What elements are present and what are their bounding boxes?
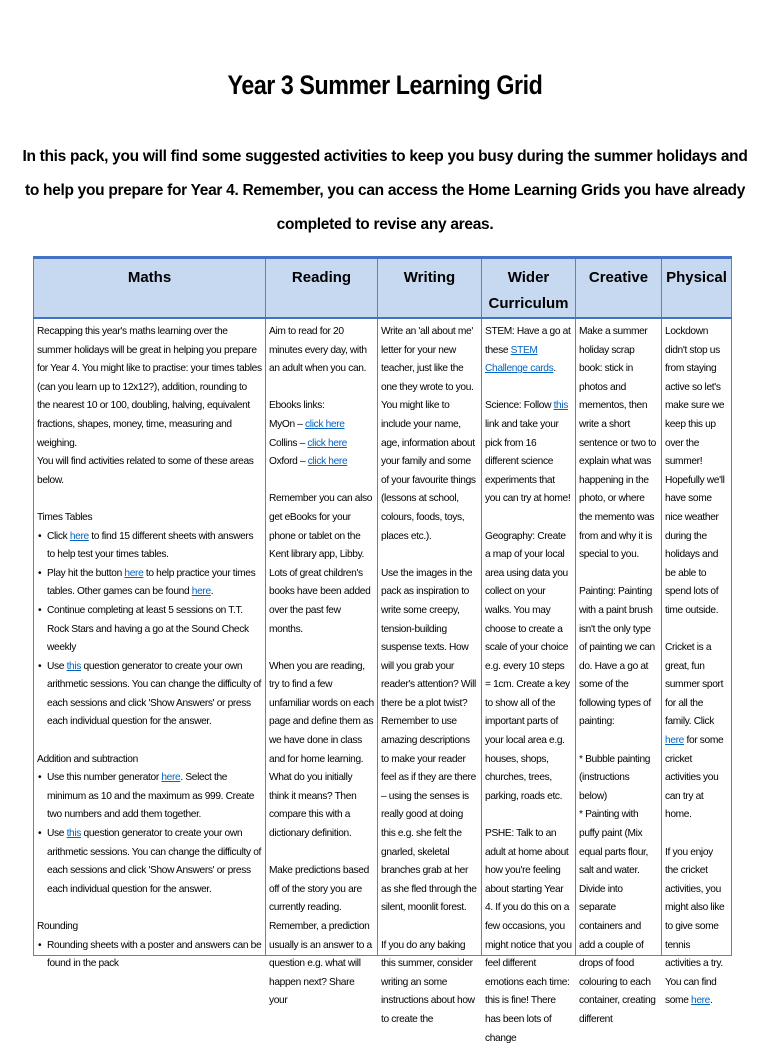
list-item: • Use this question generator to create your own arithmetic sessions. You can change the difficulty of each sessions and click 'Show Answers' or press each individual question for the answer. (37, 825, 262, 899)
list-item: • Play hit the button here to help practice your times tables. Other games can be found here. (37, 565, 262, 602)
list-item: • Click here to find 15 different sheets with answers to help test your times tables. (37, 528, 262, 565)
times-tables-sheets-link[interactable]: here (69, 530, 89, 542)
tennis-activities-link[interactable]: here (691, 995, 710, 1007)
header-reading: Reading (266, 258, 378, 319)
writing-para-3: If you do any baking this summer, consider writing an some instructions about how to create the (381, 939, 475, 1025)
physical-para-1: Lockdown didn't stop us from staying active so let's make sure we keep this up over the summer! Hopefully we'll have some nice weather during the holidays and be able to spend lots of time outside. (665, 326, 725, 616)
ebooks-heading: Ebooks links: (269, 400, 325, 412)
reading-cell (266, 318, 378, 1007)
maths-intro-2: You will find activities related to some of these areas below. (37, 456, 254, 486)
header-creative: Creative (576, 258, 662, 319)
list-item: • Rounding sheets with a poster and answers can be found in the pack (37, 937, 262, 974)
list-item: • Use this question generator to create your own arithmetic sessions. You can change the difficulty of each sessions and click 'Show Answers' or press each individual question for the answer. (37, 658, 262, 732)
collins-line: Collins – click here (269, 437, 347, 449)
number-generator-link[interactable]: here (161, 772, 181, 784)
other-games-link[interactable]: here (191, 586, 211, 598)
science-link[interactable]: this (553, 400, 569, 412)
physical-para-3: If you enjoy the cricket activities, you might also like to give some tennis activities a try. You can find some here. (665, 846, 725, 1007)
science-para: Science: Follow this link and take your pick from 16 different science experiments that you can try at home! (485, 400, 571, 505)
rounding-list (37, 937, 262, 974)
oxford-link[interactable]: click here (307, 456, 348, 468)
learning-grid (33, 256, 732, 1044)
collins-link[interactable]: click here (307, 437, 347, 449)
grid-content-row (34, 318, 732, 956)
maths-intro: Recapping this year's maths learning over the summer holidays will be great in helping you prepare for Year 4. You might like to practise: your times tables (can you learn up to 12x12?), addition, rounding to the nearest 10 or 100, doubling, halving, equivalent fractions, shapes, money, time, measuring and weighing. (37, 326, 262, 449)
geography-para: Geography: Create a map of your local area using data you collect on your walks. You may choose to create a scale of your choice e.g. every 10 steps = 1cm. Create a key to show all of the important parts of your local area e.g. houses, shops, churches, trees, parking, roads etc. (485, 530, 570, 802)
times-tables-list (37, 528, 262, 733)
pshe-para: PSHE: Talk to an adult at home about how you're feeling about starting Year 4. If you do this on a few occasions, you might notice that you feel different emotions each time: this is fine! There has been lots of change (485, 828, 572, 1044)
grid-header-row (34, 258, 732, 319)
wider-curriculum-cell (482, 318, 576, 1044)
maths-cell (34, 318, 266, 970)
writing-para-2: Use the images in the pack as inspiration to write some creepy, tension-building suspense texts. How will you grab your reader's attention? Will there be a plot twist? Remember to use amazing descriptions to make your reader feel as if they are there – using the senses is really good at doing this e.g. she felt the gnarled, skeletal branches grab at her as she fled through the silent, moonlit forest. (381, 567, 477, 914)
intro-text: In this pack, you will find some suggested activities to keep you busy during the summer holidays and to help you prepare for Year 4. Remember, you can access the Home Learning Grids you have already completed to revise any areas. (22, 148, 748, 233)
reading-para-1: Aim to read for 20 minutes every day, with an adult when you can. (269, 326, 367, 375)
stem-para: STEM: Have a go at these STEM Challenge cards. (485, 326, 571, 375)
reading-para-3: When you are reading, try to find a few unfamiliar words on each page and define them as we have done in class and for home learning. What do you initially think it means? Then compare this with a dictionary definition. (269, 660, 374, 840)
list-item: • Continue completing at least 5 sessions on T.T. Rock Stars and having a go at the Sound Check weekly (37, 602, 262, 658)
cricket-activities-link[interactable]: here (665, 735, 684, 747)
creative-para-3: * Bubble painting (instructions below) (579, 753, 651, 802)
addition-heading: Addition and subtraction (37, 753, 138, 765)
stem-challenge-link[interactable]: STEM Challenge cards (485, 344, 554, 375)
physical-cell (662, 318, 732, 1007)
myon-line: MyOn – click here (269, 418, 345, 430)
creative-cell (576, 318, 662, 1025)
myon-link[interactable]: click here (305, 418, 345, 430)
writing-cell (378, 318, 482, 1025)
page-title: Year 3 Summer Learning Grid (227, 70, 543, 100)
physical-para-2: Cricket is a great, fun summer sport for all the family. Click here for some cricket activities you can try at home. (665, 642, 724, 821)
header-writing: Writing (378, 258, 482, 319)
times-tables-heading: Times Tables (37, 511, 93, 523)
question-generator-link-2[interactable]: this (66, 828, 82, 840)
oxford-line: Oxford – click here (269, 456, 348, 468)
header-wider-curriculum: Wider Curriculum (482, 258, 576, 319)
writing-para-1: Write an 'all about me' letter for your new teacher, just like the one they wrote to you. You might like to include your name, age, information about your family and some of your favourite things (lessons at school, colours, foods, toys, places etc.). (381, 326, 476, 542)
creative-para-2: Painting: Painting with a paint brush isn't the only type of painting we can do. Have a go at some of the following types of painting: (579, 586, 655, 728)
list-item: • Use this number generator here. Select the minimum as 10 and the maximum as 999. Create two numbers and add them together. (37, 769, 262, 825)
rounding-heading: Rounding (37, 921, 78, 932)
creative-para-1: Make a summer holiday scrap book: stick in photos and mementos, then write a short sentence or two to explain what was happening in the photo, or where the memento was from and why it is special to you. (579, 326, 656, 561)
question-generator-link[interactable]: this (66, 660, 82, 672)
header-maths: Maths (34, 258, 266, 319)
hit-the-button-link[interactable]: here (124, 567, 144, 579)
reading-para-2: Remember you can also get eBooks for your phone or tablet on the Kent library app, Libby. Lots of great children's books have been added over the past few months. (269, 493, 373, 635)
reading-para-4: Make predictions based off of the story you are currently reading. Remember, a prediction usually is an answer to a question e.g. what will happen next? Share your (269, 865, 372, 1007)
creative-para-4: * Painting with puffy paint (Mix equal parts flour, salt and water. Divide into separate containers and add a couple of drops of food colouring to each container, creating different (579, 809, 656, 1025)
addition-list (37, 769, 262, 899)
header-physical: Physical (662, 258, 732, 319)
